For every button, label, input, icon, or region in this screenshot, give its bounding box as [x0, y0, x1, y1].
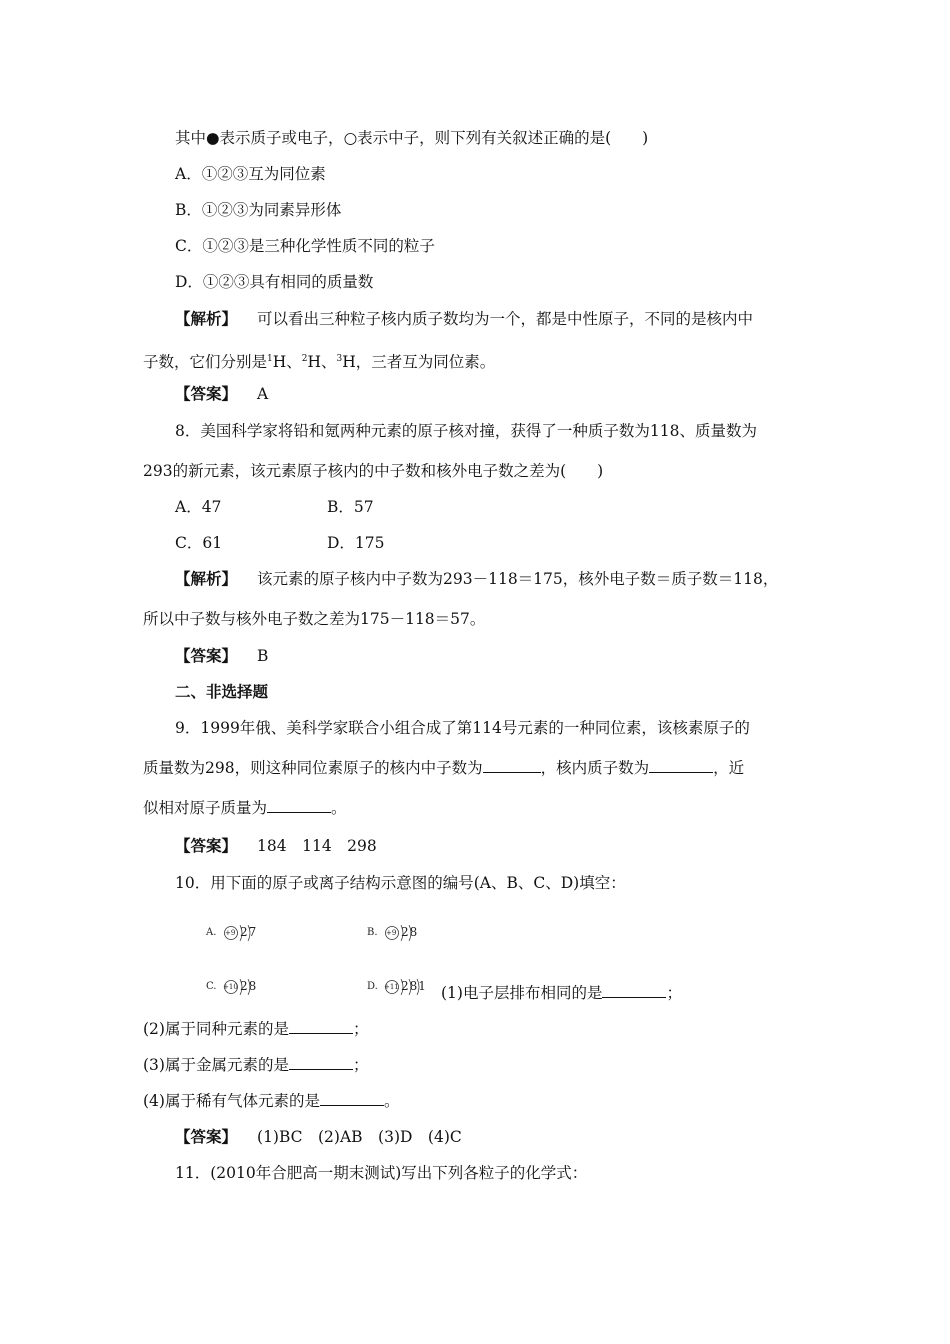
fill-blank: [483, 758, 541, 773]
q7-option-c: C．①②③是三种化学性质不同的粒子: [175, 237, 435, 255]
answer-value: A: [257, 385, 269, 403]
diagram-label: C.: [206, 981, 217, 992]
q10-sub-text: ；: [666, 984, 682, 1002]
electron-shells: 28: [401, 925, 419, 939]
q7-option-d: D．①②③具有相同的质量数: [175, 273, 374, 291]
q9-stem-line1: 9．1999年俄、美科学家联合小组合成了第114号元素的一种同位素，该核素原子的: [175, 719, 750, 737]
q8-stem-line1: 8．美国科学家将铅和氪两种元素的原子核对撞，获得了一种质子数为118、质量数为: [175, 422, 757, 440]
electron-shells: 28: [240, 979, 258, 993]
hollow-circle-icon: ○: [343, 129, 358, 147]
isotope-superscript: 2: [301, 354, 308, 364]
q9-text: ，近: [713, 759, 745, 777]
q10-stem: 10．用下面的原子或离子结构示意图的编号(A、B、C、D)填空：: [175, 874, 626, 892]
q8-option-d: D．175: [327, 534, 385, 552]
q9-stem-line2: [143, 758, 744, 778]
q10-answer: [175, 1127, 462, 1147]
isotope-superscript: 3: [336, 354, 343, 364]
q10-sub2: [143, 1019, 368, 1039]
q10-sub-text: ；: [352, 1056, 369, 1074]
q9-text: 似相对原子质量为: [143, 799, 268, 817]
q7-option-a: A．①②③互为同位素: [175, 165, 326, 183]
q9-text: 质量数为298，则这种同位素原子的核内中子数为: [143, 759, 483, 777]
fill-blank: [267, 798, 331, 813]
analysis-text: 该元素的原子核内中子数为293－118＝175，核外电子数＝质子数＝118，: [257, 570, 779, 588]
q10-sub3: [143, 1055, 368, 1075]
nucleus-charge: +9: [386, 929, 397, 937]
answer-value: 184 114 298: [257, 837, 377, 855]
q10-sub4: [143, 1091, 399, 1111]
atom-diagram-a: [206, 924, 276, 944]
q10-sub-text: (2)属于同种元素的是: [143, 1020, 289, 1038]
q7-intro-post: 表示中子，则下列有关叙述正确的是( ): [357, 129, 649, 147]
q7-analysis-line2: [143, 349, 495, 372]
q8-option-a: A．47: [175, 498, 222, 516]
q10-sub1: [441, 983, 682, 1003]
q9-stem-line3: [143, 798, 347, 818]
diagram-label: D.: [367, 981, 378, 992]
fill-blank: [602, 983, 666, 998]
analysis-tag: 【解析】: [175, 310, 238, 328]
q7-intro-pre: 其中: [175, 129, 207, 147]
q9-answer: [175, 836, 377, 856]
q10-sub-text: (1)电子层排布相同的是: [441, 984, 603, 1002]
q10-sub-text: 。: [383, 1092, 400, 1110]
q10-sub-text: (4)属于稀有气体元素的是: [143, 1092, 320, 1110]
q8-option-b: B．57: [327, 498, 374, 516]
q8-analysis-line1: [175, 569, 778, 589]
q10-sub-text: ；: [352, 1020, 369, 1038]
isotope-symbol: H、: [307, 353, 337, 371]
analysis-text: 子数，它们分别是: [143, 353, 268, 371]
answer-value: (1)BC (2)AB (3)D (4)C: [257, 1128, 462, 1146]
q8-analysis-line2: 所以中子数与核外电子数之差为175－118＝57。: [143, 610, 486, 628]
q8-option-c: C．61: [175, 534, 223, 552]
electron-shells: 27: [240, 925, 258, 939]
q9-text: ，核内质子数为: [540, 759, 650, 777]
q10-sub-text: (3)属于金属元素的是: [143, 1056, 289, 1074]
answer-value: B: [257, 647, 269, 665]
q8-answer: [175, 646, 268, 666]
isotope-symbol: H、: [272, 353, 302, 371]
fill-blank: [649, 758, 713, 773]
answer-tag: 【答案】: [175, 837, 238, 855]
diagram-label: A.: [206, 927, 217, 938]
analysis-text: 可以看出三种粒子核内质子数均为一个，都是中性原子，不同的是核内中: [257, 310, 754, 328]
nucleus-charge: +11: [384, 983, 399, 991]
electron-shells: 281: [401, 979, 427, 993]
answer-tag: 【答案】: [175, 647, 238, 665]
diagram-label: B.: [367, 927, 378, 938]
atom-diagram-d: [367, 978, 447, 998]
q8-stem-line2: 293的新元素，该元素原子核内的中子数和核外电子数之差为( ): [143, 462, 604, 480]
fill-blank: [320, 1091, 384, 1106]
filled-circle-icon: ●: [206, 129, 220, 147]
answer-tag: 【答案】: [175, 1128, 238, 1146]
atom-diagram-b: [367, 924, 437, 944]
q7-intro-mid: 表示质子或电子，: [219, 129, 344, 147]
q11-stem: 11．(2010年合肥高一期末测试)写出下列各粒子的化学式：: [175, 1164, 588, 1182]
q9-text: 。: [331, 799, 347, 817]
q7-option-b: B．①②③为同素异形体: [175, 201, 342, 219]
isotope-superscript: 1: [267, 354, 273, 364]
isotope-symbol: H，三者互为同位素。: [342, 353, 496, 371]
fill-blank: [289, 1055, 353, 1070]
nucleus-charge: +9: [225, 929, 236, 937]
nucleus-charge: +10: [223, 983, 238, 991]
section-title: 二、非选择题: [175, 683, 269, 701]
q7-analysis-line1: [175, 309, 753, 329]
atom-diagram-c: [206, 978, 276, 998]
analysis-tag: 【解析】: [175, 570, 238, 588]
fill-blank: [289, 1019, 353, 1034]
q7-intro: [175, 128, 648, 148]
answer-tag: 【答案】: [175, 385, 238, 403]
q7-answer: [175, 384, 268, 404]
